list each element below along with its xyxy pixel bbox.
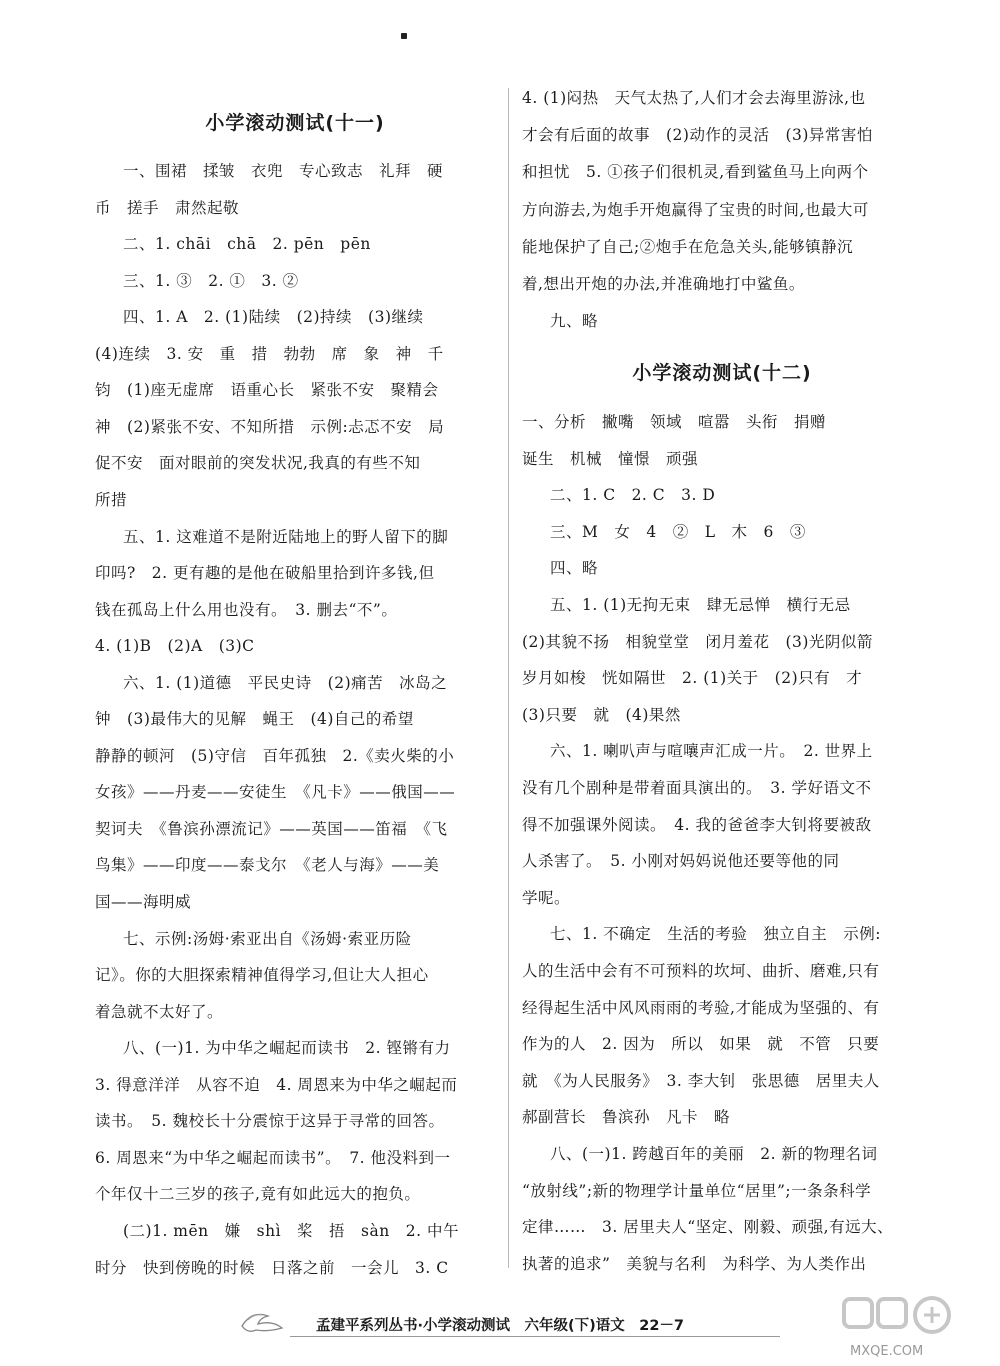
text-line: 得不加强课外阅读。 4. 我的爸爸李大钊将要被敌 bbox=[522, 815, 872, 834]
text-line: 岁月如梭 恍如隔世 2. (1)关于 (2)只有 才 bbox=[522, 669, 863, 688]
text-line: 能地保护了自己;②炮手在危急关头,能够镇静沉 bbox=[522, 237, 854, 256]
text-line: 时分 快到傍晚的时候 日落之前 一会儿 3. C bbox=[95, 1258, 449, 1277]
text-line: 鸟集》——印度——泰戈尔 《老人与海》——美 bbox=[95, 856, 440, 875]
section-title-11: 小学滚动测试(十一) bbox=[205, 112, 385, 134]
text-line: 钟 (3)最伟大的见解 蝇王 (4)自己的希望 bbox=[95, 710, 414, 729]
text-line: 神 (2)紧张不安、不知所措 示例:忐忑不安 局 bbox=[95, 417, 445, 436]
text-line: 六、1. (1)道德 平民史诗 (2)痛苦 冰岛之 bbox=[123, 673, 448, 692]
text-line: 国——海明威 bbox=[95, 893, 192, 911]
text-line: 才会有后面的故事 (2)动作的灵活 (3)异常害怕 bbox=[522, 126, 873, 145]
footer-rule bbox=[290, 1336, 780, 1337]
text-line: 记》。你的大胆探索精神值得学习,但让大人担心 bbox=[95, 966, 429, 985]
text-line: 三、1. ③ 2. ① 3. ② bbox=[123, 271, 299, 290]
text-line: 币 搓手 肃然起敬 bbox=[95, 198, 240, 217]
text-line: 没有几个剧种是带着面具演出的。 3. 学好语文不 bbox=[522, 779, 872, 797]
text-line: 钧 (1)座无虚席 语重心长 紧张不安 聚精会 bbox=[95, 381, 439, 400]
text-line: 定律…… 3. 居里夫人“坚定、刚毅、顽强,有远大、 bbox=[522, 1218, 894, 1237]
text-line: 二、1. chāi chā 2. pēn pēn bbox=[123, 235, 371, 254]
page-footer: 孟建平系列丛书·小学滚动测试 六年级(下)语文 22－7 bbox=[315, 1318, 685, 1334]
text-line: 执著的追求” 美貌与名利 为科学、为人类作出 bbox=[522, 1254, 867, 1273]
top-dot bbox=[401, 33, 407, 39]
text-line: 就 《为人民服务》 3. 李大钊 张思德 居里夫人 bbox=[522, 1071, 880, 1090]
text-line: 七、示例:汤姆·索亚出自《汤姆·索亚历险 bbox=[123, 929, 412, 948]
text-line: 八、(一)1. 跨越百年的美丽 2. 新的物理名词 bbox=[550, 1145, 878, 1163]
text-line: 四、略 bbox=[550, 559, 599, 578]
text-line: 着急就不太好了。 bbox=[95, 1002, 224, 1021]
watermark-text: MXQE.COM bbox=[850, 1344, 924, 1359]
text-line: (2)其貌不扬 相貌堂堂 闭月羞花 (3)光阴似箭 bbox=[522, 632, 873, 651]
text-line: 所措 bbox=[95, 490, 128, 509]
text-line: 郝副营长 鲁滨孙 凡卡 略 bbox=[522, 1108, 731, 1127]
text-line: 和担忧 5. ①孩子们很机灵,看到鲨鱼马上向两个 bbox=[522, 163, 869, 182]
text-line: 八、(一)1. 为中华之崛起而读书 2. 铿锵有力 bbox=[123, 1039, 451, 1058]
text-line: 4. (1)B (2)A (3)C bbox=[95, 637, 255, 656]
text-line: 一、围裙 揉皱 衣兜 专心致志 礼拜 硬 bbox=[123, 162, 444, 180]
text-line: 静静的顿河 (5)守信 百年孤独 2.《卖火柴的小 bbox=[95, 746, 455, 765]
text-line: (二)1. mēn 嫌 shì 桨 捂 sàn 2. 中午 bbox=[123, 1221, 459, 1240]
text-line: 钱在孤岛上什么用也没有。 3. 删去“不”。 bbox=[95, 600, 398, 619]
section-title-12: 小学滚动测试(十二) bbox=[632, 362, 812, 384]
text-line: 作为的人 2. 因为 所以 如果 就 不管 只要 bbox=[522, 1035, 880, 1054]
text-line: 促不安 面对眼前的突发状况,我真的有些不知 bbox=[95, 454, 421, 473]
text-line: 四、1. A 2. (1)陆续 (2)持续 (3)继续 bbox=[123, 308, 424, 327]
text-line: (3)只要 就 (4)果然 bbox=[522, 705, 681, 724]
text-line: 读书。 5. 魏校长十分震惊于这异于寻常的回答。 bbox=[95, 1112, 445, 1131]
text-line: 人杀害了。 5. 小刚对妈妈说他还要等他的同 bbox=[522, 852, 840, 871]
text-line: 六、1. 喇叭声与喧嚷声汇成一片。 2. 世界上 bbox=[550, 742, 873, 761]
text-line: 4. (1)闷热 天气太热了,人们才会去海里游泳,也 bbox=[522, 89, 866, 107]
text-line: 方向游去,为炮手开炮赢得了宝贵的时间,也最大可 bbox=[522, 200, 869, 219]
text-line: 印吗? 2. 更有趣的是他在破船里拾到许多钱,但 bbox=[95, 564, 435, 583]
text-line: 经得起生活中风风雨雨的考验,才能成为坚强的、有 bbox=[522, 998, 880, 1017]
text-line: (4)连续 3. 安 重 措 勃勃 席 象 神 千 bbox=[95, 344, 444, 363]
text-line: 3. 得意洋洋 从容不迫 4. 周恩来为中华之崛起而 bbox=[95, 1075, 458, 1094]
text-line: 五、1. 这难道不是附近陆地上的野人留下的脚 bbox=[123, 527, 449, 546]
text-line: 学呢。 bbox=[522, 888, 571, 907]
text-line: 人的生活中会有不可预料的坎坷、曲折、磨难,只有 bbox=[522, 962, 880, 980]
text-line: 契诃夫 《鲁滨孙漂流记》——英国——笛福 《飞 bbox=[95, 819, 448, 838]
text-line: 一、分析 撇嘴 领域 喧嚣 头衔 捐赠 bbox=[522, 413, 827, 431]
text-line: 九、略 bbox=[550, 312, 599, 331]
text-line: 三、M 女 4 ② L 木 6 ③ bbox=[550, 522, 806, 541]
text-line: 七、1. 不确定 生活的考验 独立自主 示例: bbox=[550, 925, 881, 944]
text-line: 五、1. (1)无拘无束 肆无忌惮 横行无忌 bbox=[550, 596, 851, 614]
text-line: 6. 周恩来“为中华之崛起而读书”。 7. 他没料到一 bbox=[95, 1148, 451, 1167]
text-line: “放射线”;新的物理学计量单位“居里”;一条条科学 bbox=[522, 1181, 872, 1200]
text-line: 着,想出开炮的办法,并准确地打中鲨鱼。 bbox=[522, 275, 805, 293]
text-line: 二、1. C 2. C 3. D bbox=[550, 486, 716, 505]
column-divider bbox=[508, 88, 509, 1268]
text-line: 个年仅十二三岁的孩子,竟有如此远大的抱负。 bbox=[95, 1185, 421, 1204]
text-line: 女孩》——丹麦——安徒生 《凡卡》——俄国—— bbox=[95, 783, 456, 802]
text-line: 诞生 机械 憧憬 顽强 bbox=[522, 449, 699, 468]
